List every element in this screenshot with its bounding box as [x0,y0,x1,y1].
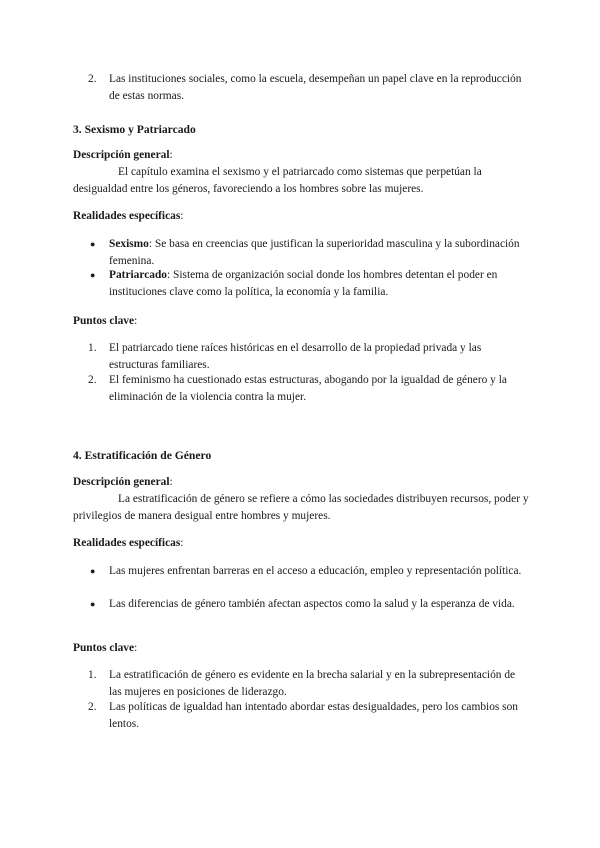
section-3-realities-label [73,208,183,225]
list-item-text: Las mujeres enfrentan barreras en el acceso a educación, empleo y representación política. [109,565,522,577]
list-item-text [109,267,528,301]
label-text: Puntos clave [73,315,135,327]
section-4-reality-item [88,596,528,613]
list-marker: 1. [88,342,97,354]
list-item-text: Las instituciones sociales, como la escuela, desempeñan un papel clave en la reproducción de estas normas. [109,73,522,102]
section-3-description-text: El capítulo examina el sexismo y el patriarcado como sistemas que perpetúan la desigualdad entre los géneros, favoreciendo a los hombres sobre las mujeres. [73,166,482,195]
label-text: Realidades específicas [73,210,181,222]
section-4-heading: 4. Estratificación de Género [73,449,212,462]
bullet-icon: ● [90,566,96,576]
definition: : Se basa en creencias que justifican la superioridad masculina y la subordinación femenina. [109,238,520,267]
section-4-key-point [88,667,528,701]
term: Patriarcado [109,269,167,281]
label-text: Realidades específicas [73,537,181,549]
list-marker: 1. [88,669,97,681]
section-4-description-text: La estratificación de género se refiere a cómo las sociedades distribuyen recursos, poder y privilegios de manera desigual entre hombres y mujeres. [73,493,529,522]
definition: : Sistema de organización social donde los hombres detentan el poder en instituciones clave como la política, la economía y la familia. [109,269,498,298]
label-colon: : [134,315,138,327]
list-marker: 2. [88,73,97,85]
list-item-text [109,236,528,270]
section-3-reality-item [88,236,528,270]
section-3-key-point [88,340,528,374]
section-3-heading: 3. Sexismo y Patriarcado [73,123,196,136]
label-colon: : [134,642,138,654]
list-item-text: El feminismo ha cuestionado estas estructuras, abogando por la igualdad de género y la eliminación de la violencia contra la mujer. [109,374,507,403]
label-colon: : [180,537,184,549]
section-4-key-points-label [73,640,137,657]
section-3-key-point [88,372,528,406]
list-marker: 2. [88,374,97,386]
label-colon: : [169,149,173,161]
list-marker: 2. [88,701,97,713]
section-3-reality-item [88,267,528,301]
section-3-description-label [73,147,173,164]
label-text: Descripción general [73,149,170,161]
bullet-icon: ● [90,270,96,280]
label-colon: : [169,476,173,488]
label-colon: : [180,210,184,222]
section-4-key-point [88,699,528,733]
list-item-text: El patriarcado tiene raíces históricas en el desarrollo de la propiedad privada y las estructuras familiares. [109,342,482,371]
term: Sexismo [109,238,149,250]
intro-list-item [88,71,528,105]
bullet-icon: ● [90,599,96,609]
section-4-realities-label [73,535,183,552]
list-item-text: La estratificación de género es evidente en la brecha salarial y en la subrepresentación de las mujeres en posiciones de liderazgo. [109,669,516,698]
section-4-reality-item [88,563,528,580]
bullet-icon: ● [90,239,96,249]
section-3-key-points-label [73,313,137,330]
label-text: Puntos clave [73,642,135,654]
section-4-description-label [73,474,173,491]
label-text: Descripción general [73,476,170,488]
list-item-text: Las políticas de igualdad han intentado abordar estas desigualdades, pero los cambios son lentos. [109,701,519,730]
list-item-text: Las diferencias de género también afectan aspectos como la salud y la esperanza de vida. [109,598,515,610]
